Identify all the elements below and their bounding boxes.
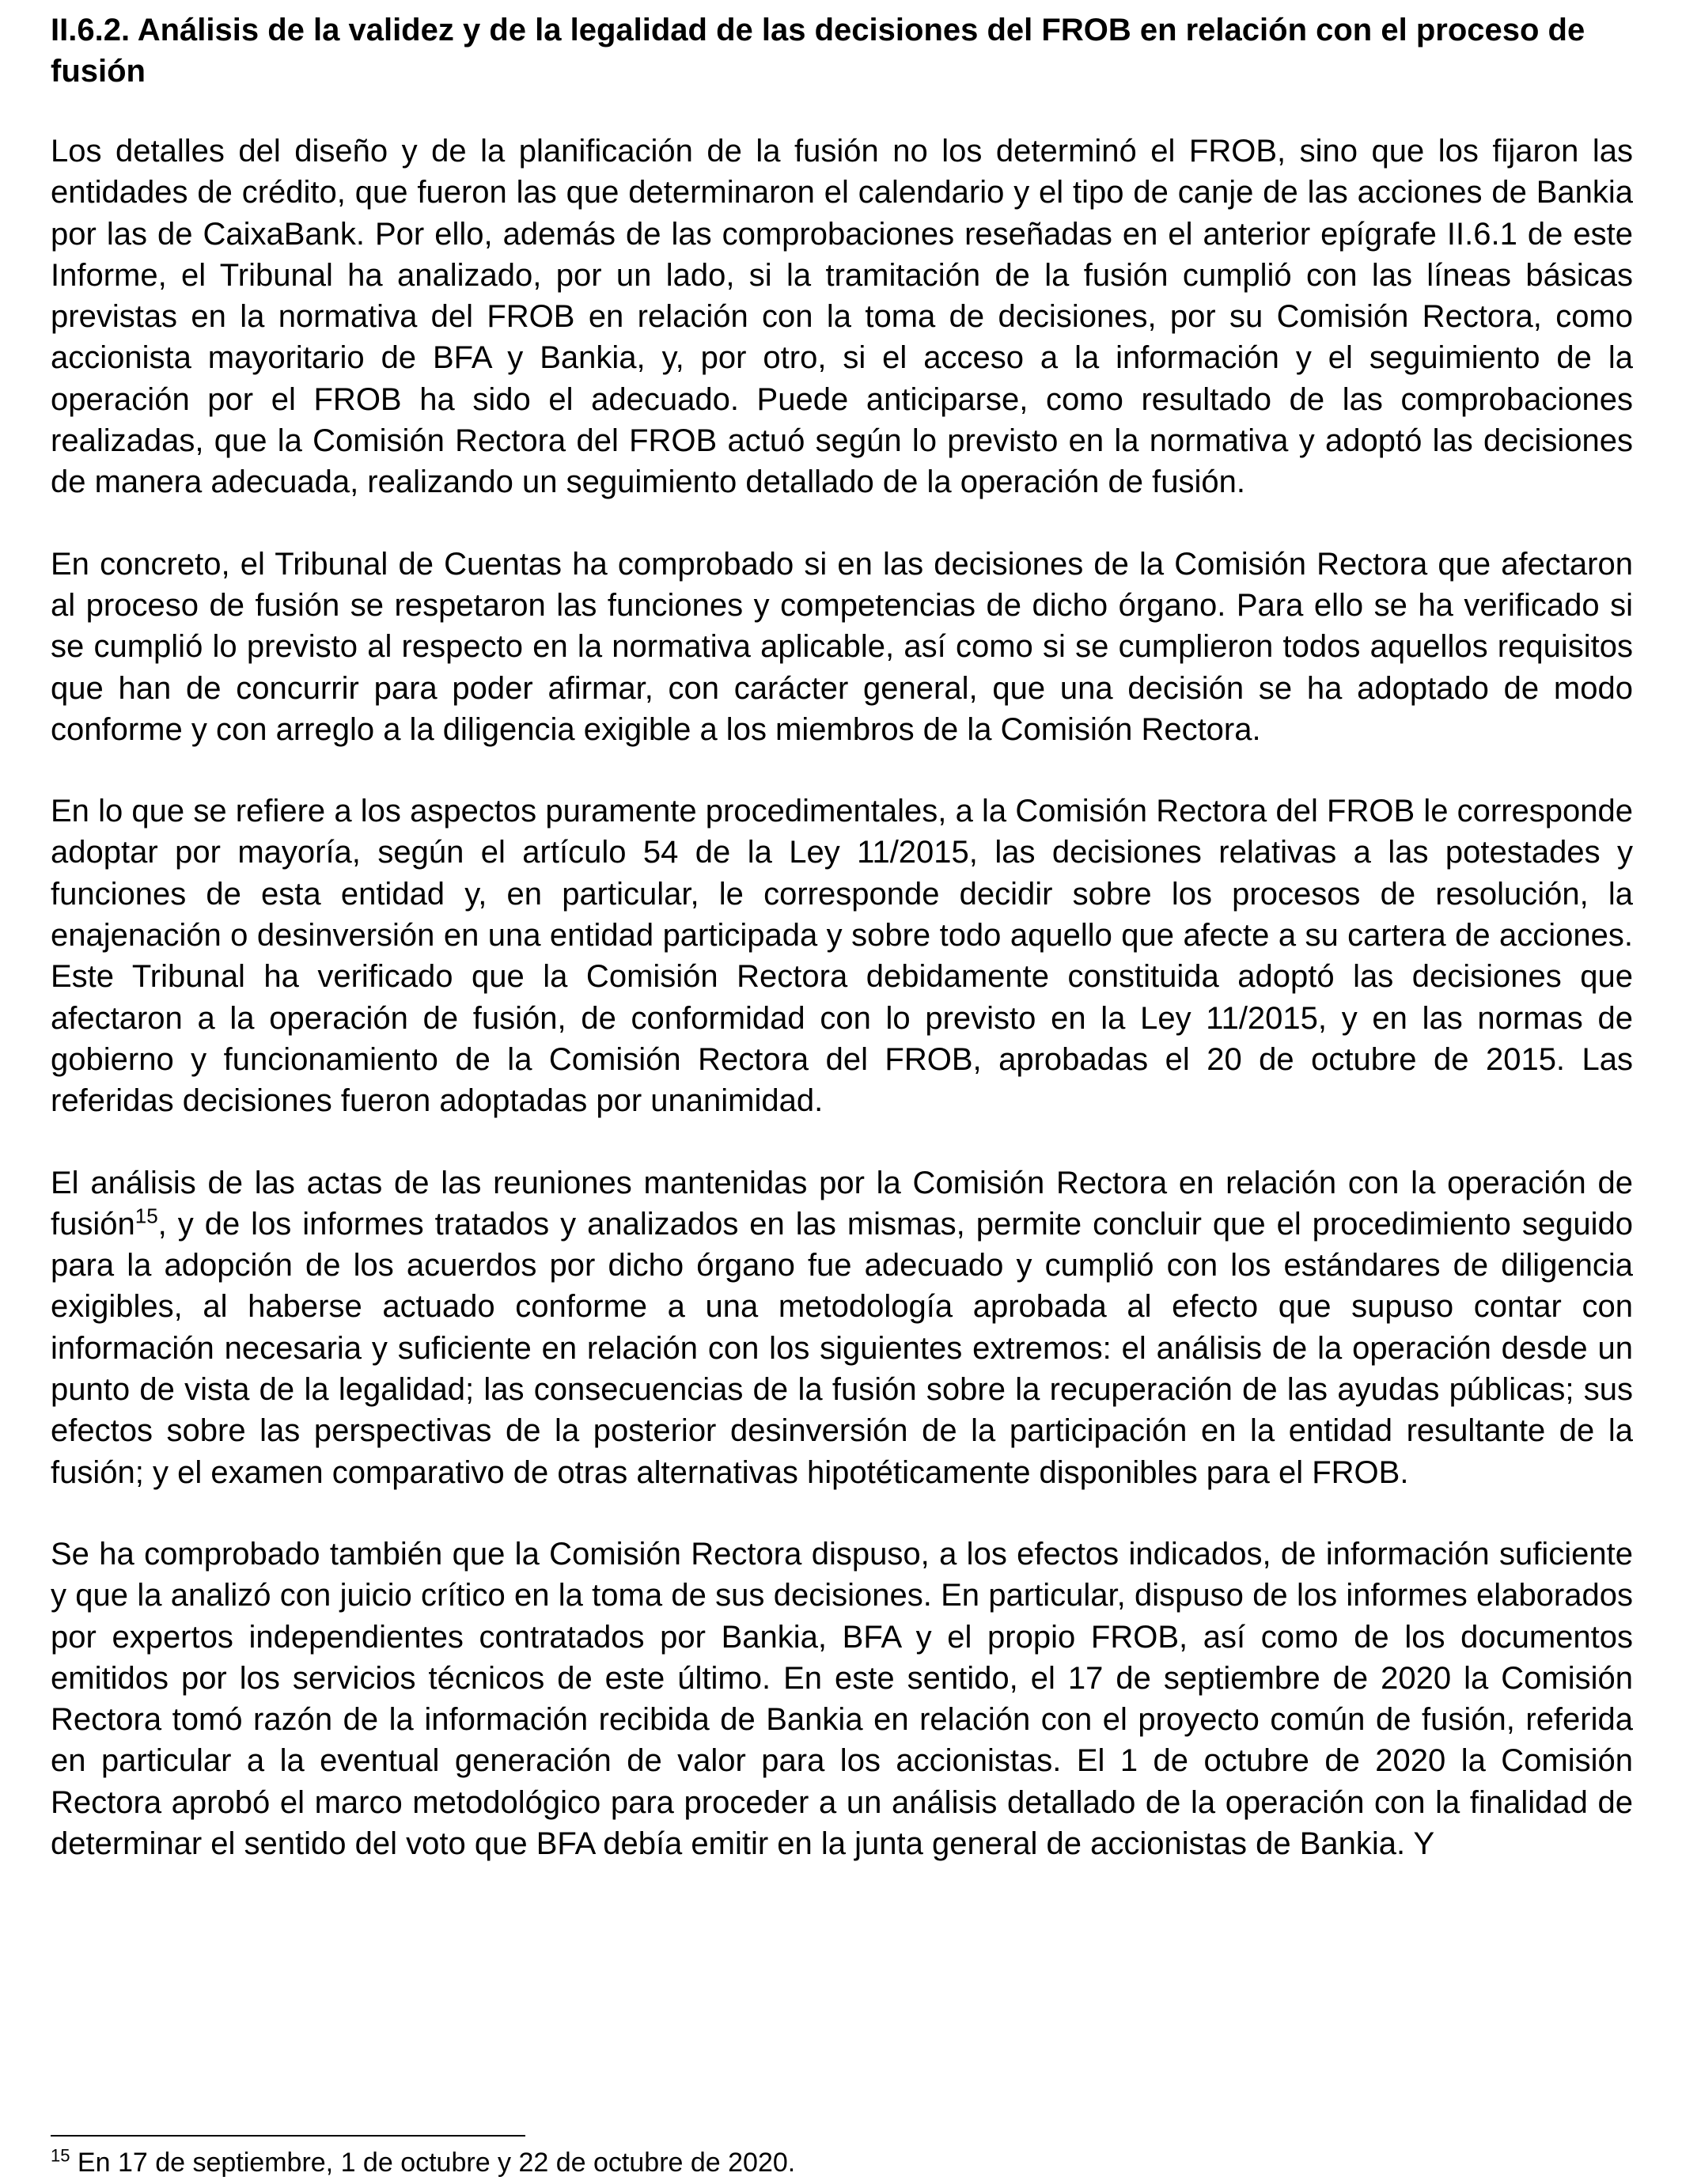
section-heading: II.6.2. Análisis de la validez y de la legalidad de las decisiones del FROB en relación con el proceso de fusión bbox=[51, 13, 1585, 89]
footnote-divider bbox=[51, 2135, 525, 2137]
paragraph-4 bbox=[51, 1162, 1633, 1493]
footnote-text: En 17 de septiembre, 1 de octubre y 22 de octubre de 2020. bbox=[70, 2148, 796, 2178]
footnote-reference[interactable]: 15 bbox=[134, 1204, 158, 1228]
paragraph-4-text-start: El análisis de las actas de las reuniones mantenidas por la Comisión Rectora en relación con la operación de fusión bbox=[51, 1165, 1633, 1242]
paragraph-5: Se ha comprobado también que la Comisión Rectora dispuso, a los efectos indicados, de información suficiente y que la analizó con juicio crítico en la toma de sus decisiones. En particular, dispuso de los informes elaborados por expertos independientes contratados por Bankia, BFA y el propio FROB, así como de los documentos emitidos por los servicios técnicos de este último. En este sentido, el 17 de septiembre de 2020 la Comisión Rectora tomó razón de la información recibida de Bankia en relación con el proyecto común de fusión, referida en particular a la eventual generación de valor para los accionistas. El 1 de octubre de 2020 la Comisión Rectora aprobó el marco metodológico para proceder a un análisis detallado de la operación con la finalidad de determinar el sentido del voto que BFA debía emitir en la junta general de accionistas de Bankia. Y bbox=[51, 1536, 1633, 1861]
footnote-number: 15 bbox=[51, 2145, 70, 2166]
paragraph-1: Los detalles del diseño y de la planificación de la fusión no los determinó el FROB, sino que los fijaron las entidades de crédito, que fueron las que determinaron el calendario y el tipo de canje de las acciones de Bankia por las de CaixaBank. Por ello, además de las comprobaciones reseñadas en el anterior epígrafe II.6.1 de este Informe, el Tribunal ha analizado, por un lado, si la tramitación de la fusión cumplió con las líneas básicas previstas en la normativa del FROB en relación con la toma de decisiones, por su Comisión Rectora, como accionista mayoritario de BFA y Bankia, y, por otro, si el acceso a la información y el seguimiento de la operación por el FROB ha sido el adecuado. Puede anticiparse, como resultado de las comprobaciones realizadas, que la Comisión Rectora del FROB actuó según lo previsto en la normativa y adoptó las decisiones de manera adecuada, realizando un seguimiento detallado de la operación de fusión. bbox=[51, 134, 1633, 500]
document-page bbox=[51, 0, 1633, 2184]
paragraph-2: En concreto, el Tribunal de Cuentas ha comprobado si en las decisiones de la Comisión Rectora que afectaron al proceso de fusión se respetaron las funciones y competencias de dicho órgano. Para ello se ha verificado si se cumplió lo previsto al respecto en la normativa aplicable, así como si se cumplieron todos aquellos requisitos que han de concurrir para poder afirmar, con carácter general, que una decisión se ha adoptado de modo conforme y con arreglo a la diligencia exigible a los miembros de la Comisión Rectora. bbox=[51, 546, 1633, 747]
paragraph-3: En lo que se refiere a los aspectos puramente procedimentales, a la Comisión Rectora del FROB le corresponde adoptar por mayoría, según el artículo 54 de la Ley 11/2015, las decisiones relativas a las potestades y funciones de esta entidad y, en particular, le corresponde decidir sobre los procesos de resolución, la enajenación o desinversión en una entidad participada y sobre todo aquello que afecte a su cartera de acciones. Este Tribunal ha verificado que la Comisión Rectora debidamente constituida adoptó las decisiones que afectaron a la operación de fusión, de conformidad con lo previsto en la Ley 11/2015, y en las normas de gobierno y funcionamiento de la Comisión Rectora del FROB, aprobadas el 20 de octubre de 2015. Las referidas decisiones fueron adoptadas por unanimidad. bbox=[51, 794, 1633, 1119]
footnote bbox=[51, 2146, 795, 2179]
paragraph-4-text-end: , y de los informes tratados y analizados en las mismas, permite concluir que el procedimiento seguido para la adopción de los acuerdos por dicho órgano fue adecuado y cumplió con los estándares de diligencia exigibles, al haberse actuado conforme a una metodología aprobada al efecto que supuso contar con información necesaria y suficiente en relación con los siguientes extremos: el análisis de la operación desde un punto de vista de la legalidad; las consecuencias de la fusión sobre la recuperación de las ayudas públicas; sus efectos sobre las perspectivas de la posterior desinversión de la participación en la entidad resultante de la fusión; y el examen comparativo de otras alternativas hipotéticamente disponibles para el FROB. bbox=[51, 1206, 1633, 1490]
